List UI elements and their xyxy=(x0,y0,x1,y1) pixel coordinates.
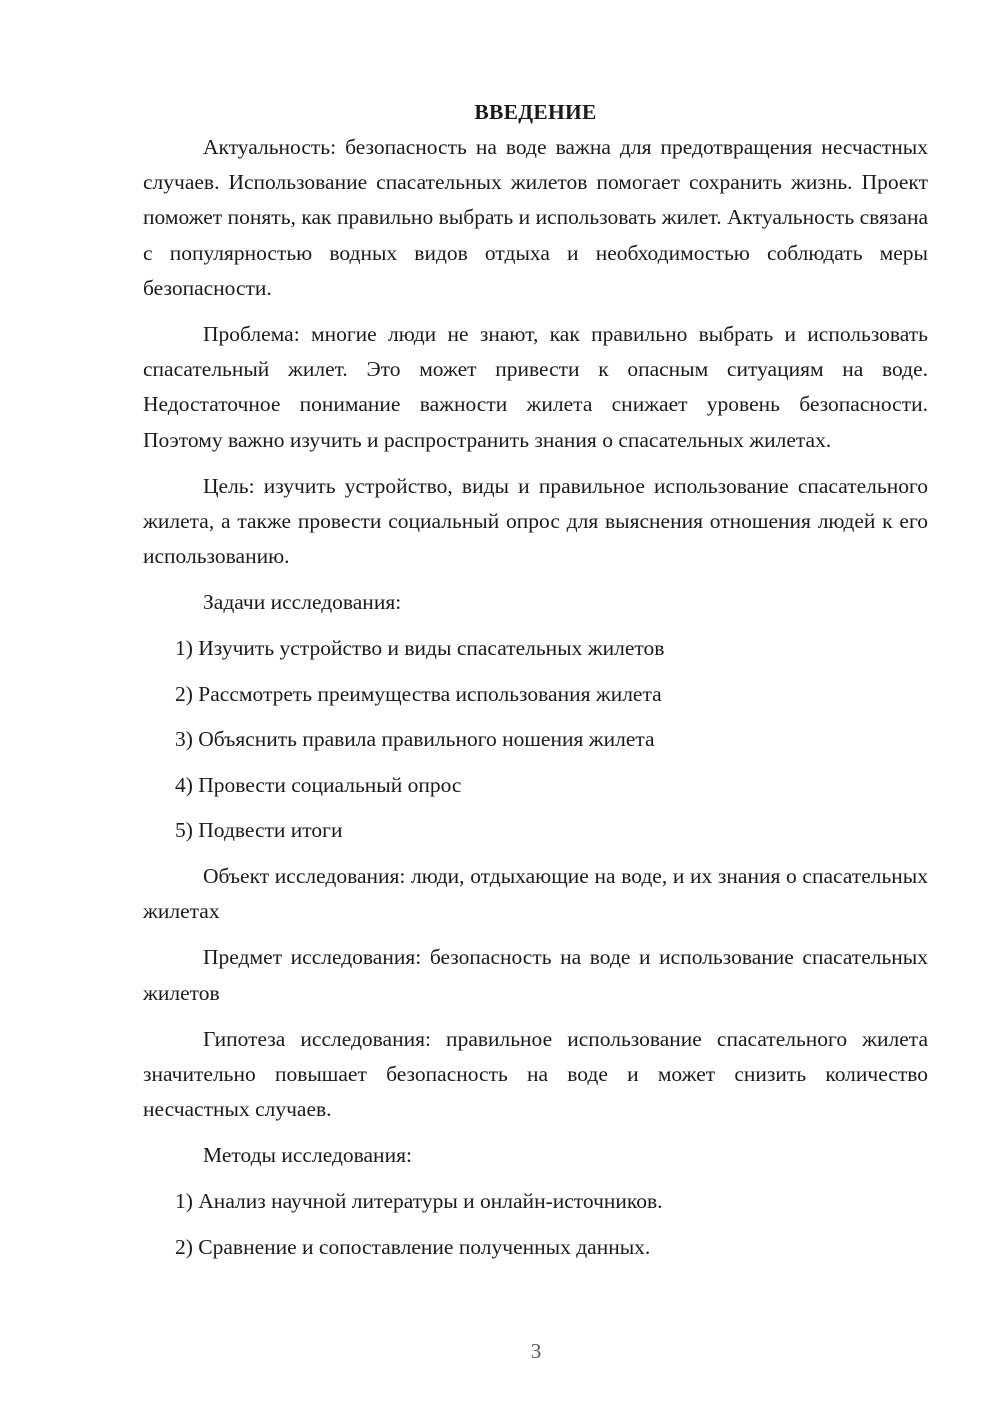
list-item: 3) Объяснить правила правильного ношения жилета xyxy=(175,727,655,752)
list-item: 2) Рассмотреть преимущества использования жилета xyxy=(175,681,662,706)
tasks-heading: Задачи исследования: xyxy=(203,590,402,615)
list-item: 4) Провести социальный опрос xyxy=(175,772,462,797)
list-item: 1) Изучить устройство и виды спасательных жилетов xyxy=(175,636,665,661)
relevance-paragraph: Актуальность: безопасность на воде важна для предотвращения несчастных случаев. Использование спасательных жилетов помогает сохранить жизнь. Проект поможет понять, как правильно выбрать и использовать жилет. Актуальность связана с популярностью водных видов отдыха и необходимостью соблюдать меры безопасности. xyxy=(143,135,928,300)
list-item: 1) Анализ научной литературы и онлайн-источников. xyxy=(175,1189,663,1214)
subject-paragraph: Предмет исследования: безопасность на воде и использование спасательных жилетов xyxy=(143,945,928,1005)
page-number: 3 xyxy=(530,1339,542,1363)
object-paragraph: Объект исследования: люди, отдыхающие на воде, и их знания о спасательных жилетах xyxy=(143,863,928,924)
problem-paragraph: Проблема: многие люди не знают, как правильно выбрать и использовать спасательный жилет. Это может привести к опасным ситуациям на воде. Недостаточное понимание важности жилета снижает уровень безопасности. Поэтому важно изучить и распространить знания о спасательных жилетах. xyxy=(143,322,928,452)
list-item: 5) Подвести итоги xyxy=(175,818,343,843)
methods-list xyxy=(143,1184,928,1265)
goal-paragraph: Цель: изучить устройство, виды и правильное использование спасательного жилета, а также провести социальный опрос для выяснения отношения людей к его использованию. xyxy=(143,473,928,569)
list-item: 2) Сравнение и сопоставление полученных данных. xyxy=(175,1234,651,1259)
hypothesis-paragraph: Гипотеза исследования: правильное использование спасательного жилета значительно повышает безопасность на воде и может снизить количество несчастных случаев. xyxy=(143,1026,928,1122)
tasks-list xyxy=(143,631,928,848)
methods-heading: Методы исследования: xyxy=(203,1143,412,1168)
page-content xyxy=(143,95,928,1275)
section-title: ВВЕДЕНИЕ xyxy=(474,100,597,124)
